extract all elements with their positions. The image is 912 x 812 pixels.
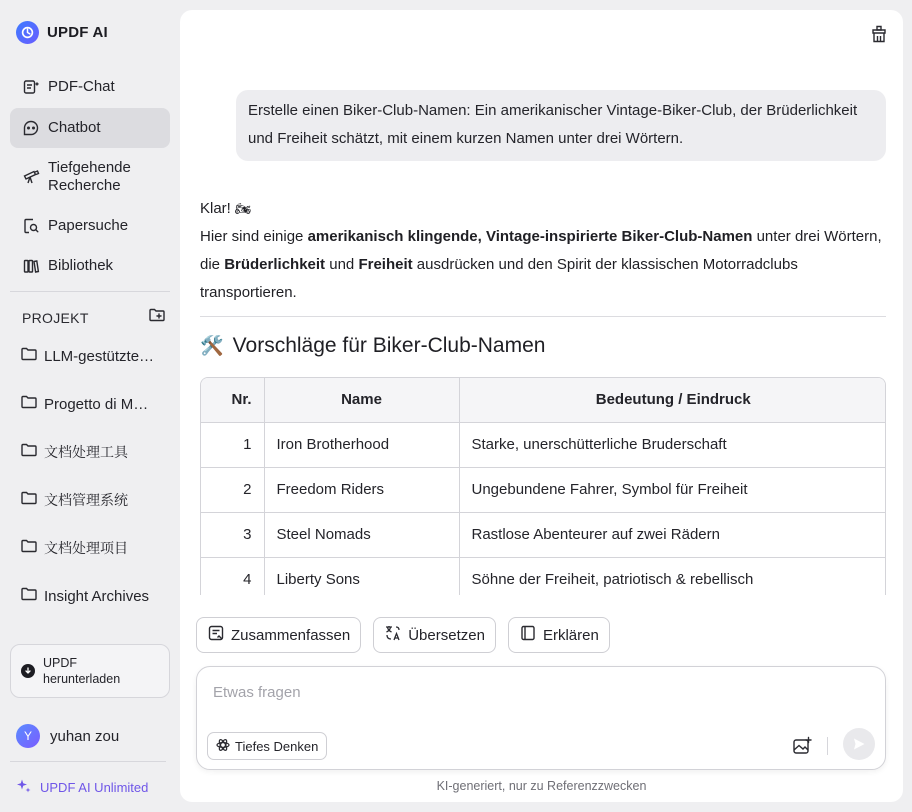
sidebar-item-pdf-chat[interactable] (10, 78, 170, 98)
clean-chat-icon[interactable] (869, 24, 889, 44)
sidebar-item-label: Papersuche (48, 217, 129, 234)
atom-icon (216, 738, 230, 755)
sidebar-item-paper-search[interactable] (10, 217, 170, 237)
answer-paragraph: Hier sind einige amerikanisch klingende, Vintage-inspirierte Biker-Club-Namen unter drei Wörtern, die Brüderlichkeit und Freiheit ausdrücken und den Spirit der klassischen Motorradclubs transportieren. (200, 228, 882, 301)
project-name: 文档处理项目 (44, 540, 128, 556)
project-item[interactable] (10, 434, 170, 470)
new-folder-icon[interactable] (148, 307, 166, 328)
updf-ai-unlimited-link[interactable] (16, 778, 148, 797)
message-composer (196, 666, 886, 770)
table-row (201, 512, 886, 557)
table-header-row (201, 378, 886, 422)
table-cell: 2 (201, 467, 264, 512)
explain-button[interactable] (508, 617, 610, 653)
project-name: Insight Archives (44, 587, 150, 605)
sidebar-item-label: Chatbot (48, 119, 101, 136)
summarize-button[interactable] (196, 617, 361, 653)
avatar: Y (16, 724, 40, 748)
table-cell: 1 (201, 422, 264, 467)
translate-button[interactable] (373, 617, 496, 653)
folder-icon (20, 490, 38, 510)
table-cell: Ungebundene Fahrer, Symbol für Freiheit (459, 467, 886, 512)
paper-search-icon (22, 217, 40, 235)
sidebar-item-deep-research[interactable] (10, 159, 170, 197)
sidebar-item-label: Tiefgehende Recherche (48, 159, 131, 194)
pdf-chat-icon (22, 78, 40, 96)
assistant-answer (200, 195, 886, 307)
project-item[interactable] (10, 386, 170, 422)
table-row (201, 557, 886, 595)
section-title: Vorschläge für Biker-Club-Namen (232, 334, 546, 357)
project-item[interactable] (10, 530, 170, 566)
table-cell: Steel Nomads (264, 512, 459, 557)
library-icon (22, 257, 40, 275)
table-cell: Starke, unerschütterliche Bruderschaft (459, 422, 886, 467)
download-label: UPDF herunterladen (43, 656, 121, 686)
explain-label: Erklären (542, 626, 599, 644)
sidebar-item-chatbot[interactable] (10, 108, 170, 148)
folder-icon (20, 586, 38, 606)
telescope-icon (22, 167, 40, 185)
answer-greeting: Klar! (200, 200, 231, 217)
user-profile[interactable] (16, 724, 119, 748)
project-item[interactable] (10, 482, 170, 518)
chatbot-icon (22, 119, 40, 137)
unlimited-label: UPDF AI Unlimited (40, 780, 149, 795)
user-message: Erstelle einen Biker-Club-Namen: Ein amerikanischer Vintage-Biker-Club, der Brüderlichkeit und Freiheit schätzt, mit einem kurzen Namen unter drei Wörtern. (236, 90, 886, 161)
folder-icon (20, 538, 38, 558)
app-name: UPDF AI (47, 24, 108, 41)
column-header: Nr. (201, 378, 264, 422)
table-cell: Liberty Sons (264, 557, 459, 595)
translate-icon (384, 624, 402, 646)
ai-disclaimer: KI-generiert, nur zu Referenzzwecken (436, 779, 647, 793)
image-upload-icon[interactable] (791, 735, 813, 757)
column-header: Name (264, 378, 459, 422)
sidebar-item-label: Bibliothek (48, 257, 114, 274)
project-name: 文档管理系统 (44, 492, 128, 508)
project-header (22, 307, 166, 328)
project-item[interactable] (10, 338, 170, 374)
chat-panel (180, 10, 903, 802)
user-name: yuhan zou (50, 727, 120, 745)
project-name: LLM-gestützte… (44, 347, 155, 365)
deep-thinking-label: Tiefes Denken (235, 738, 319, 754)
summarize-icon (207, 624, 225, 646)
translate-label: Übersetzen (408, 626, 485, 644)
message-input[interactable] (213, 679, 853, 705)
table-cell: Freedom Riders (264, 467, 459, 512)
sidebar-item-library[interactable] (10, 257, 170, 277)
sparkle-icon (16, 778, 32, 797)
table-cell: 4 (201, 557, 264, 595)
motorcycle-icon: 🏍 (235, 201, 252, 216)
folder-icon (20, 442, 38, 462)
project-name: Progetto di M… (44, 395, 149, 413)
sidebar-divider (10, 761, 166, 762)
brand[interactable] (16, 21, 108, 44)
project-item[interactable] (10, 578, 170, 614)
table-cell: Iron Brotherhood (264, 422, 459, 467)
table-row (201, 467, 886, 512)
send-icon (852, 737, 866, 751)
quick-actions (196, 617, 610, 653)
send-button[interactable] (843, 728, 875, 760)
updf-logo-icon (16, 21, 39, 44)
composer-divider (827, 737, 828, 755)
project-label: PROJEKT (22, 309, 89, 326)
table-row (201, 422, 886, 467)
folder-icon (20, 346, 38, 366)
answer-divider (200, 316, 886, 317)
table-cell: Söhne der Freiheit, patriotisch & rebellisch (459, 557, 886, 595)
sidebar (0, 0, 180, 812)
download-icon (21, 664, 35, 678)
deep-thinking-toggle[interactable] (207, 732, 327, 760)
project-name: 文档处理工具 (44, 444, 128, 460)
book-icon (519, 624, 537, 646)
download-updf-button[interactable] (10, 644, 170, 698)
folder-icon (20, 394, 38, 414)
suggestions-table (200, 377, 886, 595)
table-cell: Rastlose Abenteurer auf zwei Rädern (459, 512, 886, 557)
summarize-label: Zusammenfassen (231, 626, 351, 644)
sidebar-divider (10, 291, 170, 292)
column-header: Bedeutung / Eindruck (459, 378, 886, 422)
table-cell: 3 (201, 512, 264, 557)
sidebar-item-label: PDF-Chat (48, 78, 115, 95)
tools-icon: 🛠️ (200, 336, 224, 357)
section-heading (200, 334, 545, 358)
